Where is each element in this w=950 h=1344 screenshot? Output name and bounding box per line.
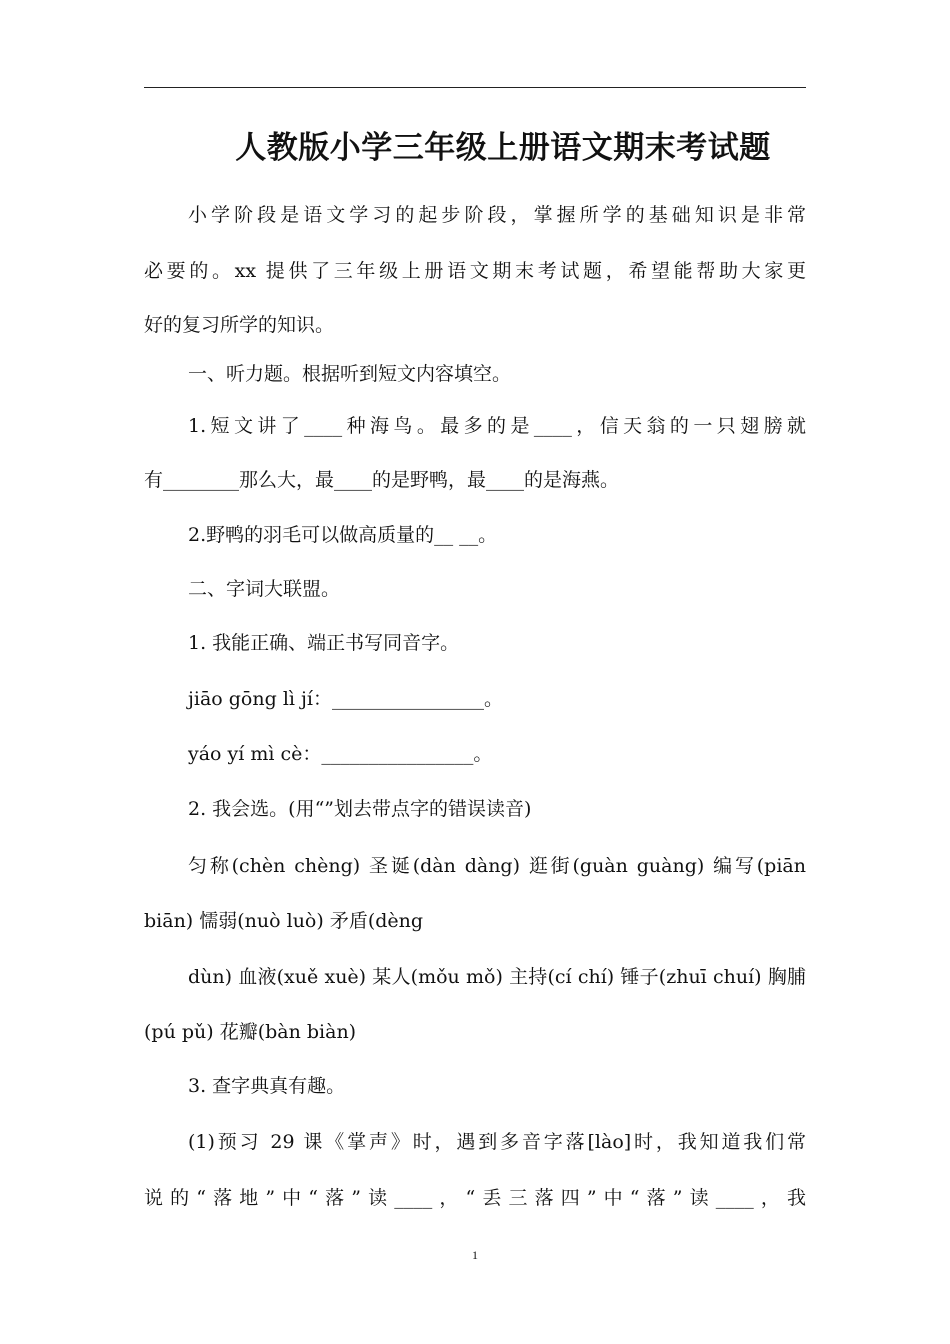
- document-title: 人教版小学三年级上册语文期末考试题: [235, 130, 771, 166]
- section-heading: 一、听力题。根据听到短文内容填空。: [188, 363, 512, 385]
- paragraph-line: 必要的。xx 提供了三年级上册语文期末考试题，希望能帮助大家更: [144, 260, 806, 282]
- page-number: 1: [472, 1248, 478, 1262]
- choice-line: 匀称(chèn chèng) 圣诞(dàn dàng) 逛街(guàn guàng) 编写(piān: [188, 855, 806, 877]
- question-line: 2.野鸭的羽毛可以做高质量的__ __。: [188, 524, 498, 546]
- question-line: 1. 我能正确、端正书写同音字。: [188, 632, 460, 654]
- paragraph-line: 好的复习所学的知识。: [144, 314, 335, 336]
- header-rule: [144, 87, 806, 88]
- question-line: 有________那么大，最____的是野鸭，最____的是海燕。: [144, 469, 620, 491]
- choice-line: biān) 懦弱(nuò luò) 矛盾(dèng: [144, 910, 424, 932]
- choice-line: dùn) 血液(xuě xuè) 某人(mǒu mǒ) 主持(cí chí) 锤子(zhuī chuí) 胸脯: [188, 966, 806, 988]
- section-heading: 二、字词大联盟。: [188, 578, 341, 600]
- pinyin-line: yáo yí mì cè：________________。: [188, 743, 493, 765]
- choice-line: (pú pǔ) 花瓣(bàn biàn): [144, 1021, 357, 1043]
- question-line: 说的“落地”中“落”读____，“丢三落四”中“落”读____，我: [144, 1187, 806, 1209]
- question-line: 3. 查字典真有趣。: [188, 1075, 346, 1097]
- pinyin-line: jiāo gōng lì jí：________________。: [188, 688, 503, 710]
- question-line: (1)预习 29 课《掌声》时，遇到多音字落[lào]时，我知道我们常: [188, 1131, 806, 1153]
- question-line: 1.短文讲了____种海鸟。最多的是____，信天翁的一只翅膀就: [188, 415, 806, 437]
- paragraph-line: 小学阶段是语文学习的起步阶段，掌握所学的基础知识是非常: [188, 204, 806, 226]
- question-line: 2. 我会选。(用“”划去带点字的错误读音): [188, 798, 532, 820]
